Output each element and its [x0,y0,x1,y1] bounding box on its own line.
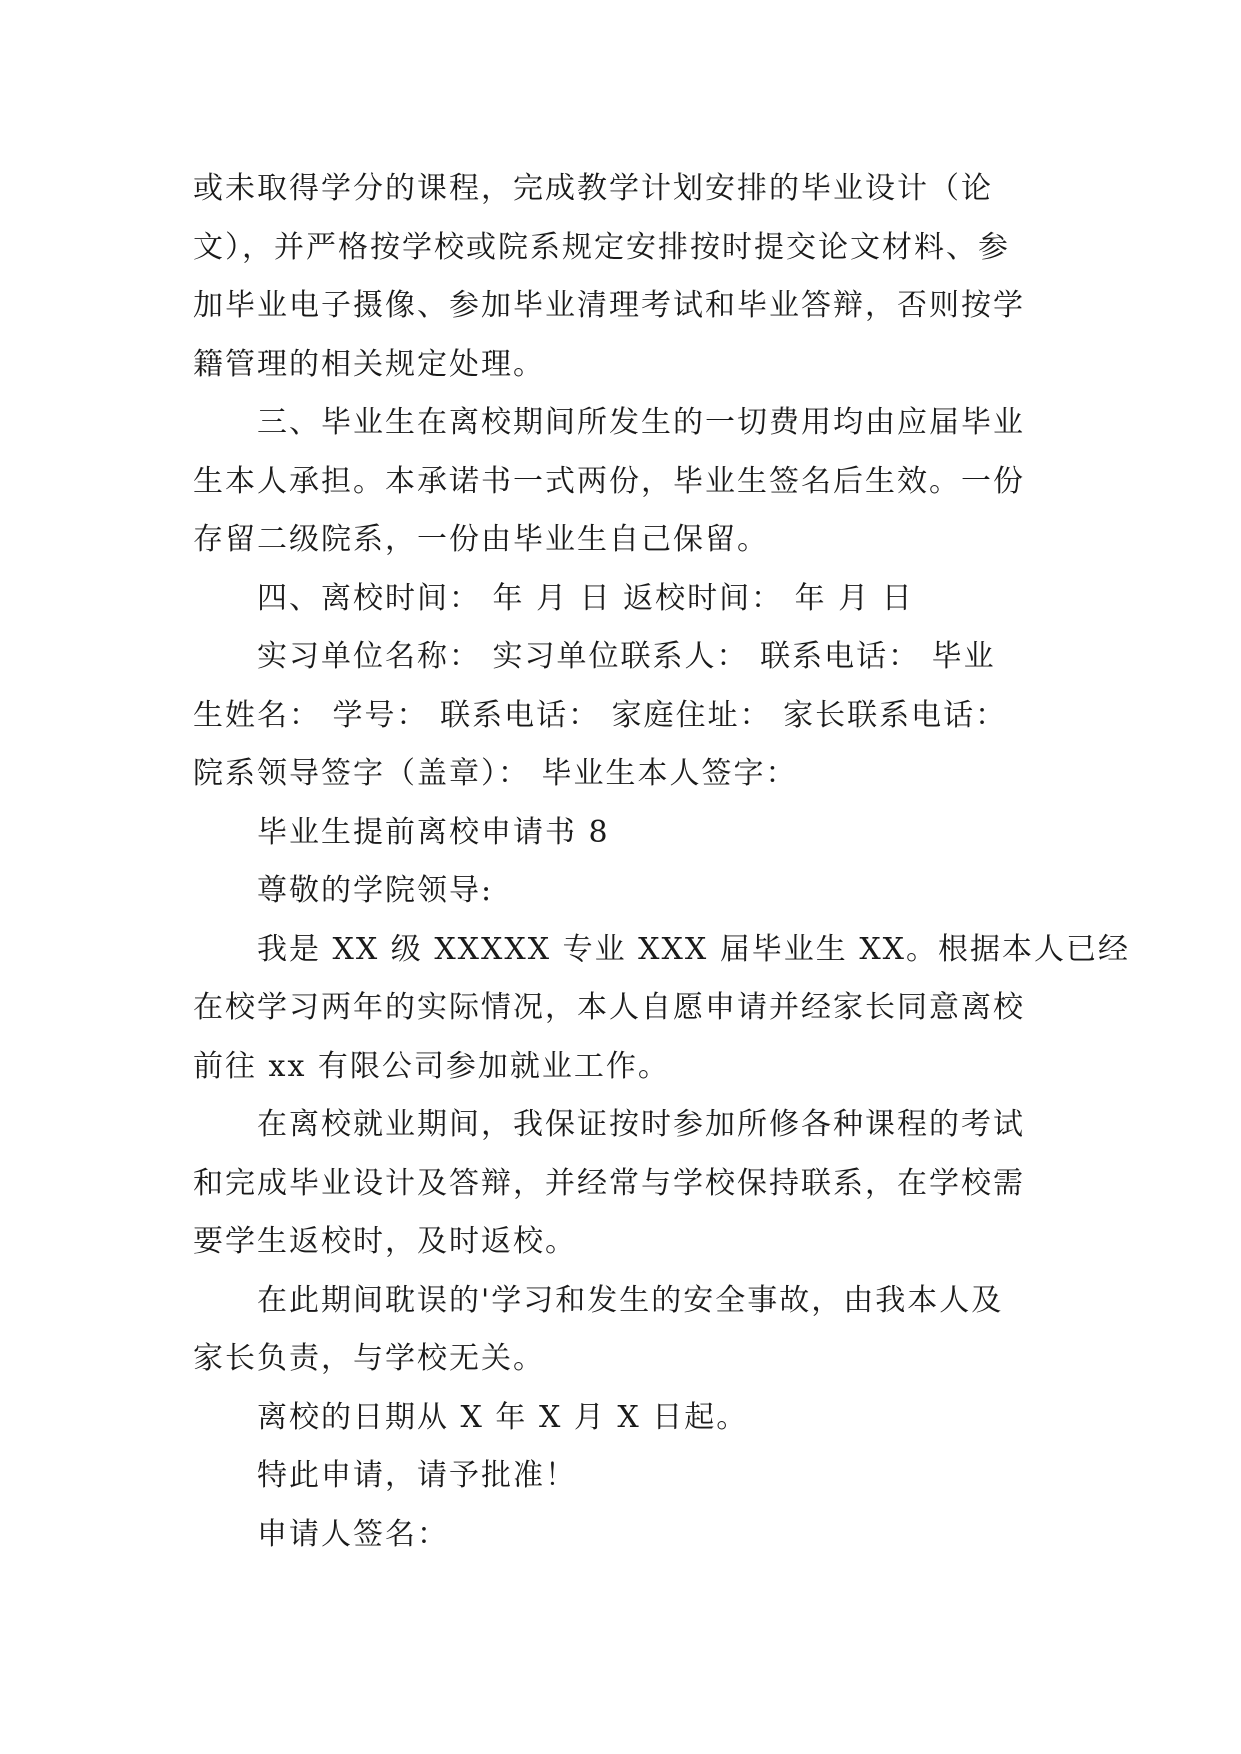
text-line: 和完成毕业设计及答辩，并经常与学校保持联系，在学校需 [193,1165,1025,1201]
text-line: 或未取得学分的课程，完成教学计划安排的毕业设计（论 [193,171,993,206]
text-line: 在此期间耽误的'学习和发生的安全事故，由我本人及 [257,1282,1004,1318]
text-line: 三、毕业生在离校期间所发生的一切费用均由应届毕业 [257,405,1025,440]
text-line: 在离校就业期间，我保证按时参加所修各种课程的考试 [257,1107,1025,1142]
text-line: 家长负责，与学校无关。 [193,1341,545,1376]
text-line: 存留二级院系，一份由毕业生自己保留。 [193,522,769,557]
text-line: 院系领导签字（盖章）： 毕业生本人签字： [193,756,798,791]
text-line: 特此申请，请予批准！ [257,1458,577,1493]
text-line: 籍管理的相关规定处理。 [193,346,545,382]
text-line: 实习单位名称： 实习单位联系人： 联系电话： 毕业 [257,639,996,674]
document-body [193,160,1131,1564]
text-line: 前往 xx 有限公司参加就业工作。 [193,1048,670,1084]
text-line: 生姓名： 学号： 联系电话： 家庭住址： 家长联系电话： [193,697,1008,733]
text-line: 要学生返校时，及时返校。 [193,1224,577,1259]
text-line: 离校的日期从 X 年 X 月 X 日起。 [257,1399,749,1435]
text-line: 文），并严格按学校或院系规定安排按时提交论文材料、参 [193,229,1010,265]
text-line: 生本人承担。本承诺书一式两份，毕业生签名后生效。一份 [193,463,1025,499]
text-line: 四、离校时间： 年 月 日 返校时间： 年 月 日 [257,580,914,616]
text-line: 毕业生提前离校申请书 8 [257,814,610,850]
text-line: 尊敬的学院领导: [257,873,494,908]
text-line: 我是 XX 级 XXXXX 专业 XXX 届毕业生 XX。根据本人已经 [257,931,1131,967]
text-line: 申请人签名： [257,1516,449,1552]
text-line: 在校学习两年的实际情况，本人自愿申请并经家长同意离校 [193,990,1025,1025]
text-line: 加毕业电子摄像、参加毕业清理考试和毕业答辩，否则按学 [193,288,1025,323]
